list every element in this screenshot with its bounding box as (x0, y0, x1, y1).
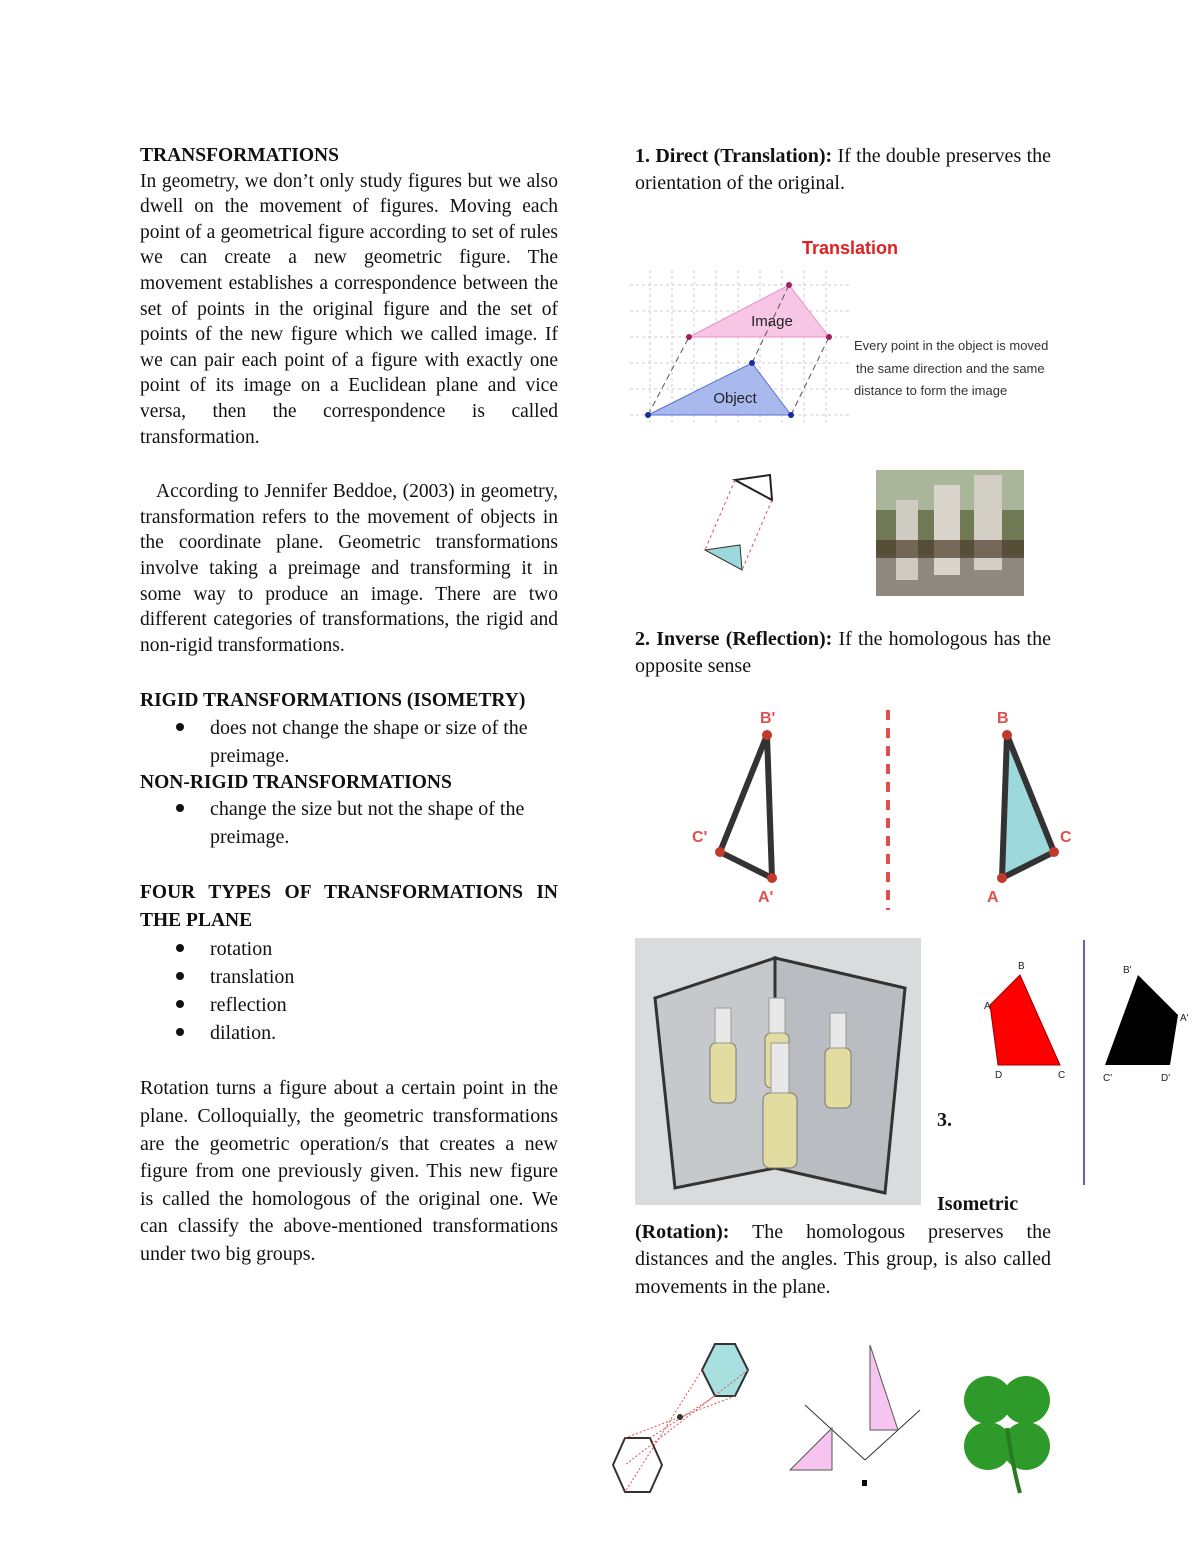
list-item: rotation (210, 935, 558, 963)
caption-line: distance to form the image (854, 383, 1008, 398)
rotation-diagrams (595, 1330, 925, 1505)
vertex-label: C (1058, 1070, 1066, 1081)
vertex-label: B (997, 710, 1009, 727)
nonrigid-list (140, 795, 558, 851)
list-item: change the size but not the shape of the preimage. (210, 795, 558, 851)
caption-line: Every point in the object is moved (854, 338, 1049, 353)
vertex-label: C' (692, 829, 708, 846)
rotation-heading (635, 1191, 1051, 1301)
vertex-label: A (987, 889, 999, 906)
rigid-list (140, 714, 558, 770)
left-column (140, 143, 558, 1269)
translation-heading (635, 143, 1051, 197)
small-translation-diagram (700, 470, 780, 575)
reflection-label: 2. Inverse (Reflection): (635, 628, 833, 650)
section-rotation (635, 1191, 1051, 1301)
translation-title: Translation (801, 238, 899, 258)
list-item: does not change the shape or size of the preimage. (210, 714, 558, 770)
translation-text: If the double preserves the orientation of the original. (635, 145, 1051, 194)
rotation-paragraph: Rotation turns a figure about a certain point in the plane. Colloquially, the geometric transformations are the geometric operation/s that creates a new figure from one previously given. This new figure is called the homologous of the original one. We can classify the above-mentioned transformations under two big groups. (140, 1077, 558, 1266)
vertex-label: A' (1180, 1013, 1189, 1024)
mirror-bottles-photo (635, 938, 921, 1205)
translation-label: 1. Direct (Translation): (635, 145, 833, 167)
list-item: translation (210, 963, 558, 991)
nonrigid-heading: NON-RIGID TRANSFORMATIONS (140, 771, 452, 793)
vertex-label: B' (1123, 965, 1132, 976)
object-triangle (648, 363, 791, 415)
reflection-text: If the homologous has the opposite sense (635, 628, 1051, 677)
reflection-heading (635, 626, 1051, 680)
vertex-label: D' (1161, 1073, 1171, 1084)
translation-diagram (625, 230, 1065, 425)
vertex-label: A (984, 1001, 991, 1012)
section-reflection (635, 626, 1051, 680)
rotation-text: The homologous preserves the distances and the angles. This group, is also called movements in the plane. (635, 1220, 1051, 1298)
section-translation (635, 143, 1051, 197)
rigid-heading-text: RIGID TRANSFORMATIONS (ISOMETRY) (140, 690, 526, 712)
four-types-heading: FOUR TYPES OF TRANSFORMATIONS IN THE PLANE (140, 882, 558, 932)
caption-line: the same direction and the same (856, 361, 1045, 376)
vertex-label: D (995, 1070, 1003, 1081)
vertex-label: C (1060, 829, 1072, 846)
reflection-diagram (680, 700, 1090, 915)
vertex-label: C' (1103, 1073, 1113, 1084)
four-leaf-clover-photo (958, 1368, 1056, 1496)
rotation-number: 3. (937, 1109, 952, 1131)
vertex-label: A' (758, 889, 774, 906)
rigid-heading (140, 688, 558, 714)
polygon-reflection-diagram (980, 935, 1195, 1190)
object-label: Object (713, 390, 757, 407)
rotation-label: Isometric (Rotation): (635, 1193, 1019, 1243)
beddoe-paragraph: According to Jennifer Beddoe, (2003) in geometry, transformation refers to the movement of objects in the coordinate plane. Geometric transformations involve taking a preimage and transforming it in some way to produce an image. There are two different categories of transformations, the rigid and non-rigid transformations. (140, 481, 558, 656)
list-item: dilation. (210, 1019, 558, 1047)
four-types-list (140, 935, 558, 1047)
stone-pillars-photo (876, 470, 1024, 596)
list-item: reflection (210, 991, 558, 1019)
image-label: Image (751, 313, 793, 330)
vertex-label: B' (760, 710, 776, 727)
section-title: TRANSFORMATIONS (140, 145, 339, 166)
intro-paragraph: In geometry, we don’t only study figures but we also dwell on the movement of figures. Moving each point of a geometrical figure according to set of rules we can create a new geometric figure. The movement establishes a correspondence between the set of points in the original figure and the set of points of the new figure which we called image. If we can pair each point of a figure with exactly one point of its image on a Euclidean plane and vice versa, then the correspondence is called transformation. (140, 170, 558, 448)
vertex-label: B (1018, 961, 1025, 972)
